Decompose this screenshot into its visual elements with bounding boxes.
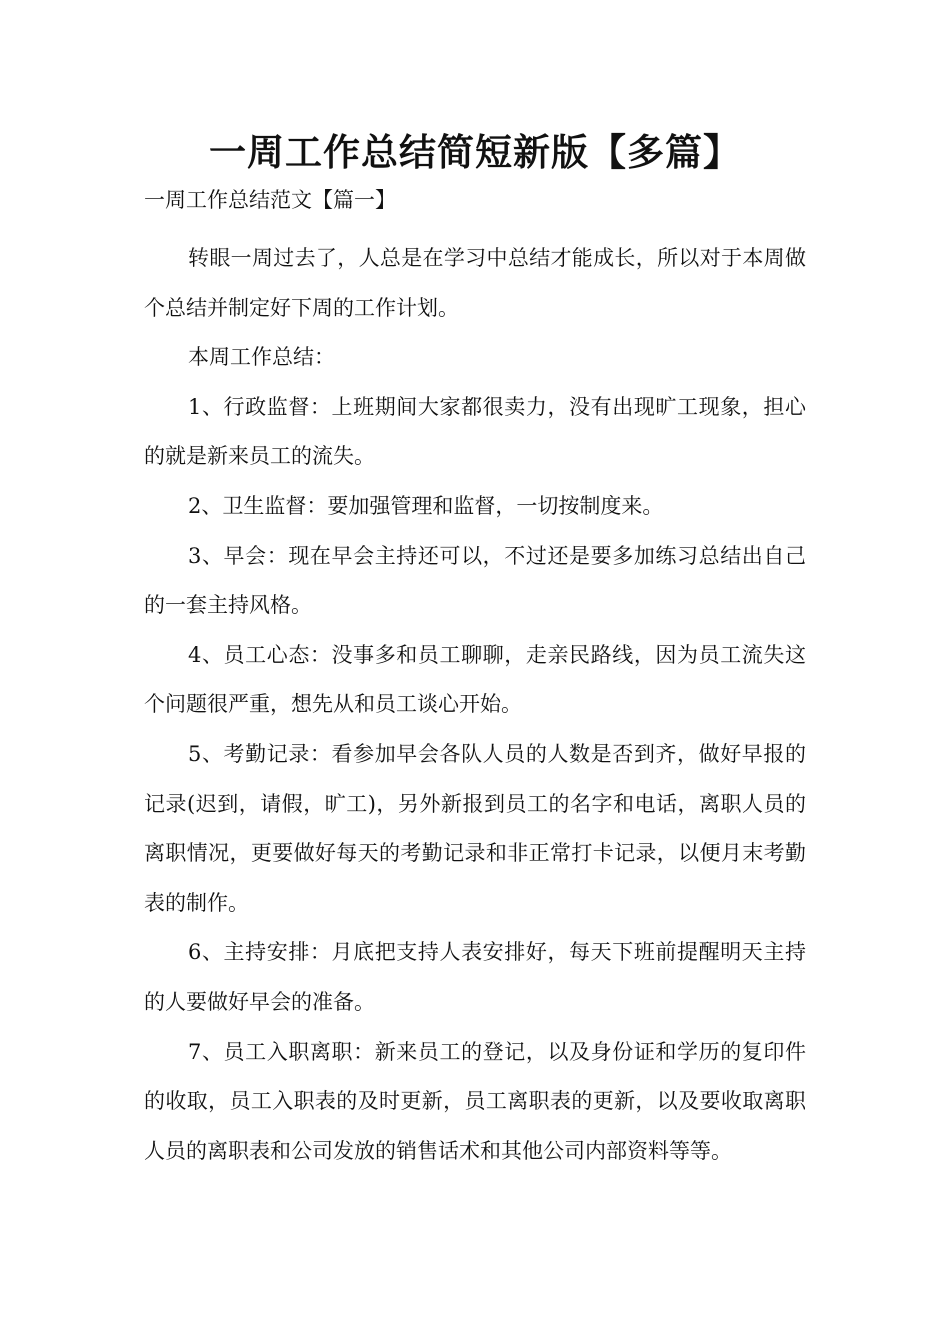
paragraph-item-3: 3、早会：现在早会主持还可以，不过还是要多加练习总结出自己的一套主持风格。 xyxy=(144,543,806,618)
section-heading: 一周工作总结范文【篇一】 xyxy=(144,188,396,212)
paragraph-item-2: 2、卫生监督：要加强管理和监督，一切按制度来。 xyxy=(188,493,664,518)
document-title: 一周工作总结简短新版【多篇】 xyxy=(209,131,741,174)
paragraph-item-1: 1、行政监督：上班期间大家都很卖力，没有出现旷工现象，担心的就是新来员工的流失。 xyxy=(144,394,806,469)
paragraph-item-7: 7、员工入职离职：新来员工的登记，以及身份证和学历的复印件的收取，员工入职表的及时更新，员工离职表的更新，以及要收取离职人员的离职表和公司发放的销售话术和其他公司内部资料等等。 xyxy=(144,1039,806,1163)
paragraph-item-5: 5、考勤记录：看参加早会各队人员的人数是否到齐，做好早报的记录(迟到，请假，旷工)，另外新报到员工的名字和电话，离职人员的离职情况，更要做好每天的考勤记录和非正常打卡记录，以便月末考勤表的制作。 xyxy=(144,741,806,915)
paragraph-intro: 转眼一周过去了，人总是在学习中总结才能成长，所以对于本周做个总结并制定好下周的工作计划。 xyxy=(144,246,806,320)
paragraph-item-6: 6、主持安排：月底把支持人表安排好，每天下班前提醒明天主持的人要做好早会的准备。 xyxy=(144,940,806,1014)
document-body xyxy=(144,234,806,1176)
paragraph-summary-heading: 本周工作总结： xyxy=(188,345,335,370)
paragraph-item-4: 4、员工心态：没事多和员工聊聊，走亲民路线，因为员工流失这个问题很严重，想先从和员工谈心开始。 xyxy=(144,642,806,717)
